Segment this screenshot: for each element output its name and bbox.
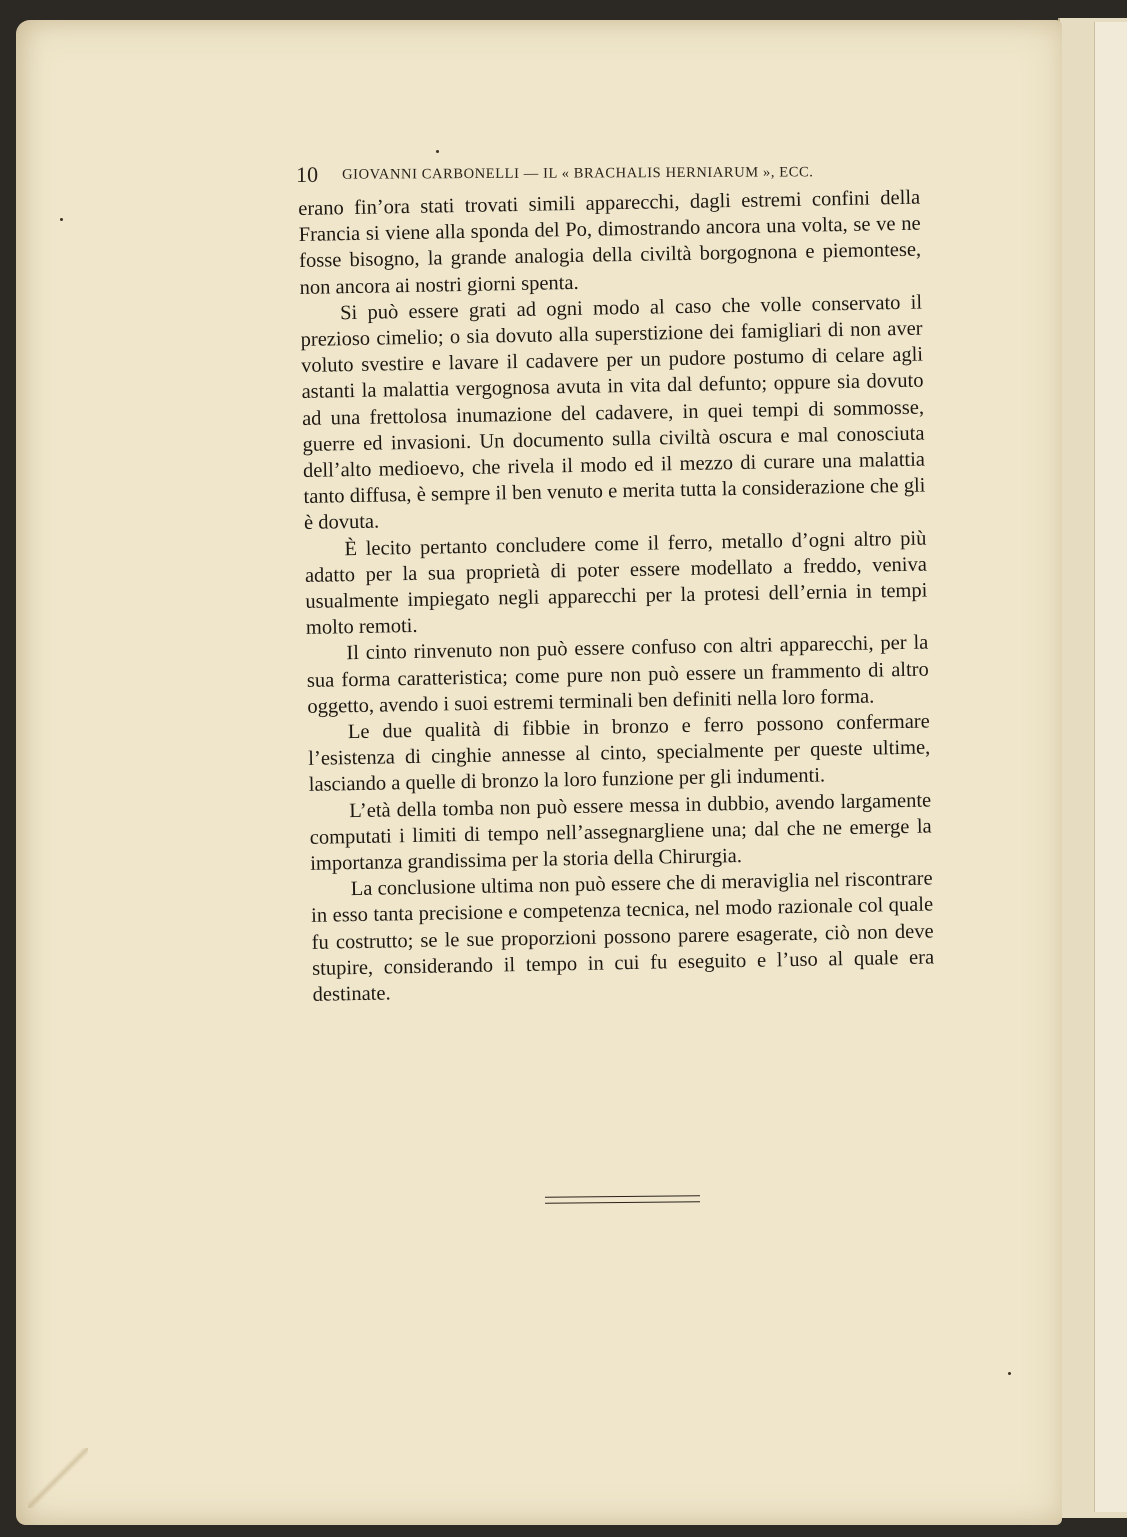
paragraph: erano fin’ora stati trovati simili apparecchi, dagli estremi confini della Francia si viene alla sponda del Po, dimostrando ancora una volta, se ve ne fosse bisogno, la grande analogia della civiltà borgognona e piemontese, non ancora ai nostri giorni spenta.: [298, 186, 922, 299]
paragraph: L’età della tomba non può essere messa in dubbio, avendo largamente computati i limiti di tempo nell’assegnargliene una; dal che ne emerge la importanza grandissima per la storia della Chirurgia.: [309, 789, 932, 875]
paper-speck: [436, 150, 439, 153]
paragraph: Si può essere grati ad ogni modo al caso che volle conservato il prezioso cimelio; o sia dovuto alla superstizione dei famigliari di non aver voluto svestire e lavare il cadavere per un pudore postumo di celare agli astanti la malattia vergognosa avuta in vita dal defunto; oppure sia dovuto ad una frettolosa inumazione del cadavere, in quei tempi di sommosse, guerre ed invasioni. Un documento sulla civiltà oscura e mal conosciuta dell’alto medioevo, che rivela il modo ed il mezzo di curare una malattia tanto diffusa, è sempre il ben venuto e merita tutta la considerazione che gli è dovuta.: [300, 291, 926, 535]
paragraph: Le due qualità di fibbie in bronzo e ferro possono confermare l’esistenza di cinghie annesse al cinto, specialmente per queste ultime, lasciando a quelle di bronzo la loro funzione per gli indumenti.: [308, 710, 931, 797]
paper-speck: [1008, 1372, 1011, 1375]
paragraph: Il cinto rinvenuto non può essere confuso con altri apparecchi, per la sua forma caratteristica; come pure non può essere un frammento di altro oggetto, avendo i suoi estremi terminali ben definiti nella loro forma.: [306, 631, 929, 718]
adjacent-page-sheet: [1094, 22, 1127, 1512]
paragraph: La conclusione ultima non può essere che di meraviglia nel riscontrare in esso tanta precisione e competenza tecnica, nel modo razionale col quale fu costrutto; se le sue proporzioni possono parere esagerate, ciò non deve stupire, considerando il tempo in cui fu eseguito e l’uso al quale era destinate.: [311, 867, 935, 1006]
paper-speck: [60, 218, 63, 221]
running-title: GIOVANNI CARBONELLI — IL « BRACHALIS HERNIARUM », ECC.: [342, 164, 814, 183]
page-number: 10: [296, 161, 319, 187]
body-text: [298, 185, 935, 1009]
paragraph: È lecito pertanto concludere come il ferro, metallo d’ogni altro più adatto per la sua proprietà di poter essere modellato a freddo, veniva usualmente impiegato negli apparecchi per la protesi dell’ernia in tempi molto remoti.: [304, 527, 928, 640]
page-corner-fold: [28, 1448, 88, 1508]
page-header: [292, 157, 872, 190]
